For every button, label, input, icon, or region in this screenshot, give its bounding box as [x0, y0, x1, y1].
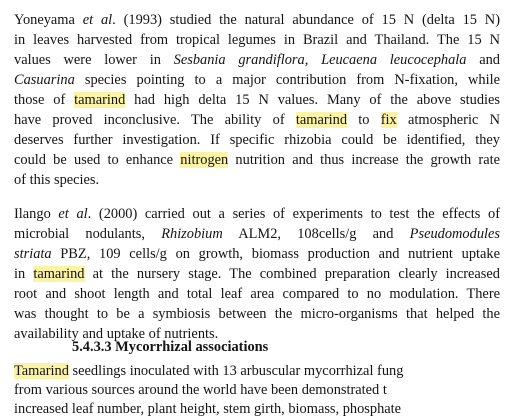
italic-text: Sesbania grandiflora, Leucaena leucocephala [173, 52, 467, 68]
text-segment: ALM2, 108cells/g and [222, 226, 410, 242]
text-segment: in [14, 266, 34, 282]
text-segment: from various sources around the world have been demonstrated t [14, 382, 387, 398]
text-line [14, 399, 444, 419]
text-segment: increased leaf number, plant height, stem girth, biomass, phosphate [14, 401, 402, 417]
section-heading: 5.4.3.3 Mycorrhizal associations [72, 339, 269, 355]
text-line [14, 361, 444, 381]
text-line [14, 170, 500, 190]
text-segment: to [347, 112, 381, 128]
text-segment: deserves further investigation. If specific rhizobia could be identified, they [14, 132, 500, 148]
text-line [14, 380, 444, 400]
text-segment: atmospheric N [396, 112, 501, 128]
highlighted-term: tamarind [295, 112, 348, 128]
text-line [14, 244, 500, 264]
text-line [14, 130, 500, 150]
text-line [14, 90, 500, 110]
italic-text: et al [58, 206, 88, 222]
text-segment: and [466, 52, 500, 68]
text-segment: could be used to enhance [14, 152, 181, 168]
text-segment: seedlings inoculated with 13 arbuscular mycorrhizal fung [68, 363, 404, 379]
italic-text: Casuarina [14, 72, 75, 88]
text-line [14, 304, 500, 324]
text-line [14, 204, 500, 224]
highlighted-term: tamarind [33, 266, 85, 282]
text-segment: PBZ, 109 cells/g on growth, biomass production and nutrient uptake [51, 246, 500, 262]
text-line [14, 30, 500, 50]
text-segment: root and shoot length and total leaf area compared to no modulation. There [14, 286, 500, 302]
text-segment: nutrition and thus increase the growth rate [228, 152, 501, 168]
italic-text: Rhizobium [161, 226, 223, 242]
text-segment: species pointing to a major contribution from N-fixation, while [74, 72, 500, 88]
text-segment: have proved inconclusive. The ability of [14, 112, 296, 128]
text-line [14, 110, 500, 130]
highlighted-term: Tamarind [14, 363, 69, 379]
text-segment: values were lower in [14, 52, 174, 68]
text-segment: had high delta 15 N values. Many of the above studies [125, 92, 500, 108]
highlighted-term: tamarind [74, 92, 126, 108]
text-segment: Ilango [14, 206, 59, 222]
text-segment: those of [14, 92, 75, 108]
text-segment: . (1993) studied the natural abundance of 15 N (delta 15 N) [112, 12, 500, 28]
text-line [14, 70, 500, 90]
text-line [14, 150, 500, 170]
text-segment: microbial nodulants, [14, 226, 162, 242]
text-segment: in leaves harvested from tropical legumes in Brazil and Thailand. The 15 N [14, 32, 500, 48]
text-segment: Yoneyama [14, 12, 83, 28]
italic-text: Pseudomodules [409, 226, 500, 242]
text-line [14, 284, 500, 304]
text-line [14, 50, 500, 70]
text-line [14, 264, 500, 284]
text-segment: availability and uptake of nutrients. [14, 326, 219, 342]
italic-text: et al [82, 12, 113, 28]
text-segment: was thought to be a symbiosis between the micro-organisms that helped the [14, 306, 500, 322]
highlighted-term: nitrogen [180, 152, 229, 168]
text-segment: . (2000) carried out a series of experiments to test the effects of [87, 206, 500, 222]
text-line [14, 10, 500, 30]
italic-text: striata [14, 246, 52, 262]
text-segment: at the nursery stage. The combined preparation clearly increased [84, 266, 500, 282]
text-line [14, 224, 500, 244]
text-segment: of this species. [14, 172, 100, 188]
highlighted-term: fix [380, 112, 397, 128]
